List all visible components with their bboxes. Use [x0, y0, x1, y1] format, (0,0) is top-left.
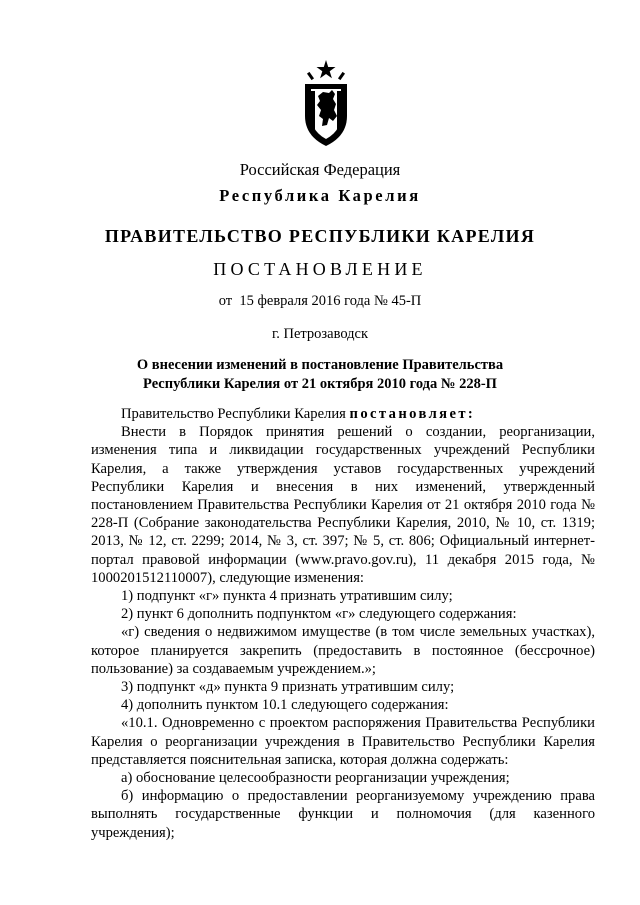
intro-text: Правительство Республики Карелия: [121, 406, 346, 422]
list-item-4-text: «10.1. Одновременно с проектом распоряжения Правительства Республики Карелия о реорганизации учреждения в Правительство Республики Карелия представляется пояснительная записка, которая должна содержать:: [91, 715, 595, 768]
document-date-number: от 15 февраля 2016 года № 45-П: [218, 293, 422, 309]
country-name: Российская Федерация: [239, 160, 401, 179]
list-item-1: 1) подпункт «г» пункта 4 признать утратившим силу;: [121, 588, 453, 605]
republic-name: Республика Карелия: [219, 186, 421, 205]
decrees-word: постановляет:: [349, 406, 476, 422]
list-item-4: 4) дополнить пунктом 10.1 следующего содержания:: [121, 697, 449, 714]
document-title: [0, 356, 640, 394]
document-body: [91, 405, 595, 842]
sub-item-a: а) обоснование целесообразности реорганизации учреждения;: [121, 770, 510, 787]
document-city: г. Петрозаводск: [271, 326, 369, 342]
list-item-2: 2) пункт 6 дополнить подпунктом «г» следующего содержания:: [121, 606, 517, 623]
document-type: ПОСТАНОВЛЕНИЕ: [213, 259, 427, 279]
paragraph-main: Внести в Порядок принятия решений о создании, реорганизации, изменения типа и ликвидации государственных учреждений Республики Карелия, а также утверждения уставов государственных учреждений Республики Карелия и внесения в них изменений, утвержденный постановлением Правительства Республики Карелия от 21 октября 2010 года № 228-П (Собрание законодательства Республики Карелия, 2010, № 10, ст. 1319; 2013, № 12, ст. 2299; 2014, № 3, ст. 397; № 5, ст. 806; Официальный интернет-портал правовой информации (www.pravo.gov.ru), 11 декабря 2015 года, № 1000201512110007), следующие изменения:: [91, 424, 595, 586]
title-line-1: О внесении изменений в постановление Правительства: [136, 357, 504, 373]
sub-item-b: б) информацию о предоставлении реорганизуемому учреждению права выполнять государственные функции и полномочия (для казенного учреждения);: [91, 788, 595, 841]
list-item-2-text: «г) сведения о недвижимом имуществе (в том числе земельных участках), которое планируется закрепить (предоставить в постоянное (бессрочное) пользование) за создаваемым учреждением.»;: [91, 624, 595, 677]
list-item-3: 3) подпункт «д» пункта 9 признать утратившим силу;: [121, 679, 455, 696]
title-line-2: Республики Карелия от 21 октября 2010 года № 228-П: [143, 376, 497, 392]
government-name: ПРАВИТЕЛЬСТВО РЕСПУБЛИКИ КАРЕЛИЯ: [104, 226, 536, 246]
karelia-coat-of-arms: [296, 58, 356, 148]
intro-paragraph: [91, 405, 595, 423]
